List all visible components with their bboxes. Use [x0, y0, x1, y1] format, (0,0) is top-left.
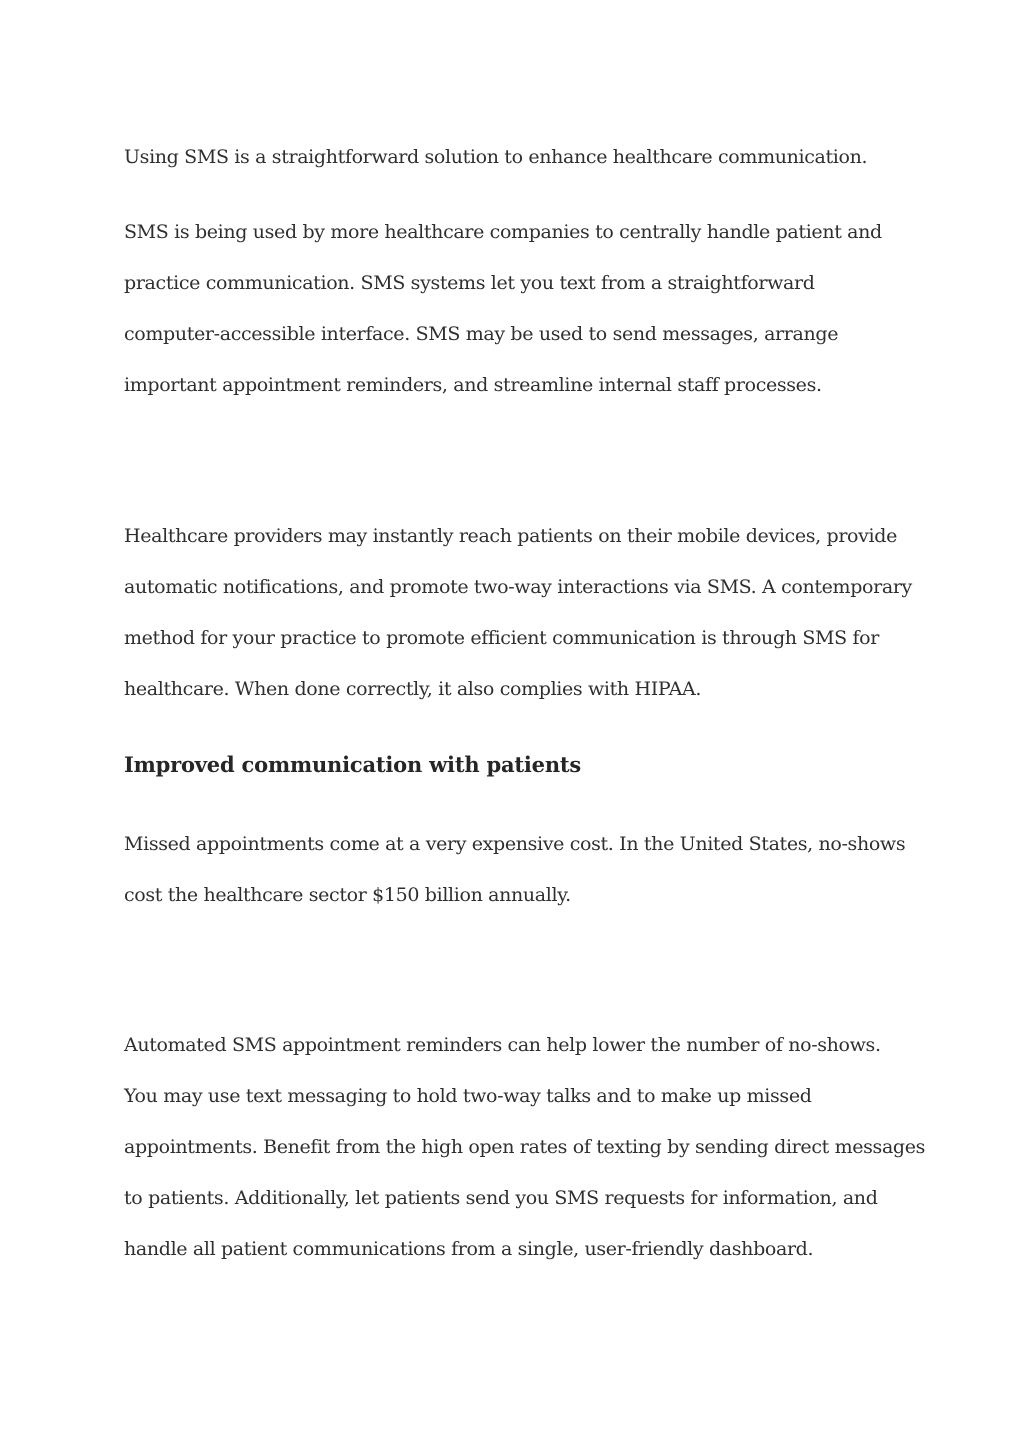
paragraph-line: Using SMS is a straightforward solution to enhance healthcare communication.: [124, 146, 868, 168]
section-heading: Improved communication with patients: [124, 752, 582, 777]
paragraph-line: important appointment reminders, and streamline internal staff processes.: [124, 374, 822, 396]
paragraph-line: to patients. Additionally, let patients send you SMS requests for information, and: [124, 1187, 878, 1209]
paragraph-line: computer-accessible interface. SMS may be used to send messages, arrange: [124, 323, 839, 345]
paragraph-line: Missed appointments come at a very expensive cost. In the United States, no-shows: [124, 833, 906, 855]
paragraph-line: handle all patient communications from a single, user-friendly dashboard.: [124, 1238, 814, 1260]
paragraph-line: SMS is being used by more healthcare companies to centrally handle patient and: [124, 221, 882, 243]
paragraph-line: cost the healthcare sector $150 billion annually.: [124, 884, 571, 906]
paragraph-line: practice communication. SMS systems let you text from a straightforward: [124, 272, 815, 294]
paragraph-line: Automated SMS appointment reminders can help lower the number of no-shows.: [124, 1034, 881, 1056]
paragraph-line: automatic notifications, and promote two-way interactions via SMS. A contemporary: [124, 576, 912, 598]
paragraph-line: Healthcare providers may instantly reach patients on their mobile devices, provide: [124, 525, 897, 547]
paragraph-line: method for your practice to promote efficient communication is through SMS for: [124, 627, 879, 649]
paragraph-line: healthcare. When done correctly, it also complies with HIPAA.: [124, 678, 702, 700]
paragraph-line: appointments. Benefit from the high open rates of texting by sending direct messages: [124, 1136, 926, 1158]
paragraph-line: You may use text messaging to hold two-way talks and to make up missed: [124, 1085, 812, 1107]
